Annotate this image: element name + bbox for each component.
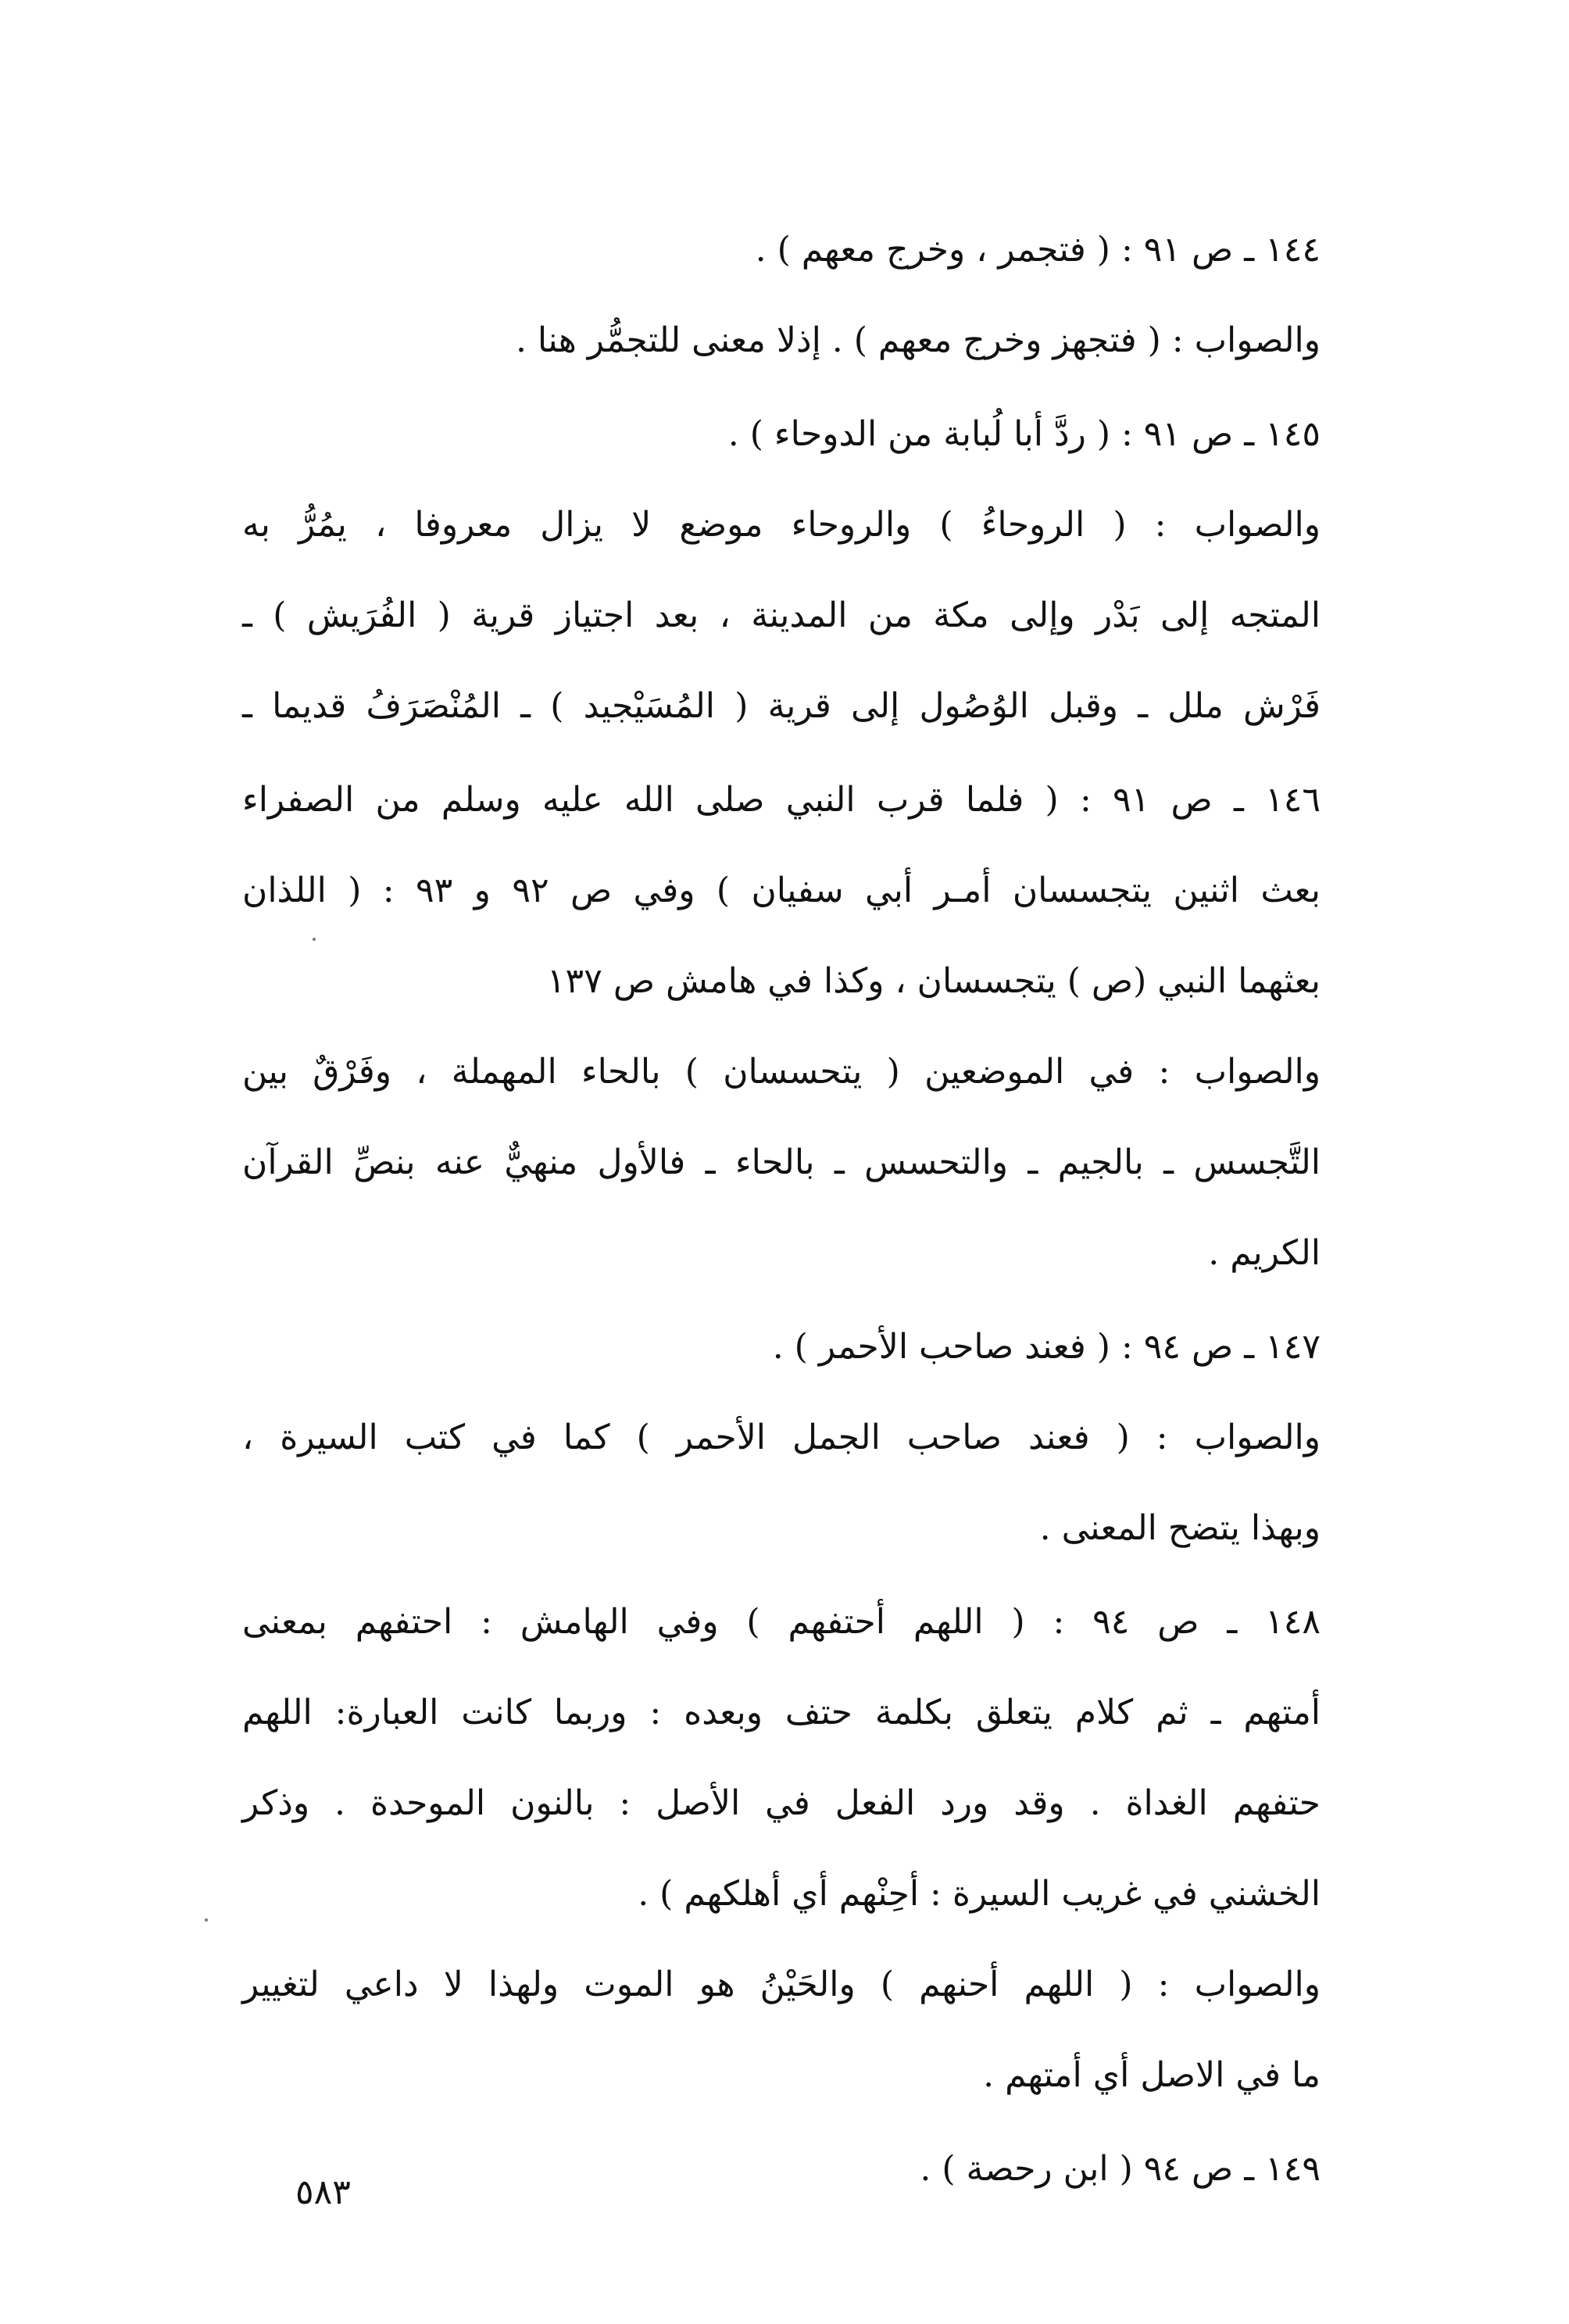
scan-speck	[313, 938, 316, 941]
text-line: حتفهم الغداة . وقد ورد الفعل في الأصل : بالنون الموحدة . وذكر	[242, 1783, 1321, 1823]
text-line: ١٤٤ ـ ص ٩١ : ( فتجمر ، وخرج معهم ) .	[755, 230, 1321, 270]
text-line: الكريم .	[1208, 1233, 1321, 1273]
text-line: بعثهما النبي (ص ) يتجسسان ، وكذا في هامش ص ١٣٧	[546, 961, 1321, 1001]
text-line: ما في الاصل أي أمتهم .	[983, 2055, 1321, 2095]
text-line: المتجه إلى بَدْر وإلى مكة من المدينة ، بعد اجتياز قرية ( الفُرَيش ) ـ	[242, 595, 1321, 635]
entry-146	[242, 755, 1321, 1299]
text-line: أمتهم ـ ثم كلام يتعلق بكلمة حتف وبعده : وربما كانت العبارة: اللهم	[242, 1693, 1321, 1732]
text-line: ١٤٦ ـ ص ٩١ : ( فلما قرب النبي صلى الله عليه وسلم من الصفراء	[242, 780, 1321, 820]
text-line: والصواب : ( اللهم أحنهم ) والحَيْنُ هو الموت ولهذا لا داعي لتغيير	[242, 1965, 1321, 2004]
entry-147	[242, 1302, 1321, 1574]
text-line: بعث اثنين يتجسسان أمـر أبي سفيان ) وفي ص ٩٢ و ٩٣ : ( اللذان	[242, 871, 1321, 910]
text-line: والصواب : ( الروحاءُ ) والروحاء موضع لا يزال معروفا ، يمُرُّ به	[242, 505, 1321, 545]
entry-145	[242, 389, 1321, 752]
text-line: وبهذا يتضح المعنى .	[1039, 1508, 1321, 1548]
text-line: والصواب : في الموضعين ( يتحسسان ) بالحاء المهملة ، وفَرْقٌ بين	[242, 1052, 1321, 1092]
entry-149	[242, 2124, 1321, 2215]
entry-144	[242, 205, 1321, 386]
text-line: ١٤٥ ـ ص ٩١ : ( ردَّ أبا لُبابة من الدوحاء ) .	[727, 414, 1321, 454]
text-line: والصواب : ( فعند صاحب الجمل الأحمر ) كما في كتب السيرة ،	[242, 1418, 1321, 1457]
text-line: التَّجسس ـ بالجيم ـ والتحسس ـ بالحاء ـ فالأول منهيٌّ عنه بنصِّ القرآن	[242, 1142, 1321, 1182]
scan-speck	[205, 1918, 208, 1922]
page-body	[242, 205, 1321, 2215]
entry-148	[242, 1577, 1321, 2121]
text-line: والصواب : ( فتجهز وخرج معهم ) . إذلا معنى للتجمُّر هنا .	[515, 320, 1321, 360]
text-line: ١٤٨ ـ ص ٩٤ : ( اللهم أحتفهم ) وفي الهامش : احتفهم بمعنى	[242, 1602, 1321, 1642]
text-line: فَرْش ملل ـ وقبل الوُصُول إلى قرية ( المُسَيْجيد ) ـ المُنْصَرَفُ قديما ـ	[242, 686, 1321, 726]
text-line: ١٤٧ ـ ص ٩٤ : ( فعند صاحب الأحمر ) .	[772, 1327, 1321, 1367]
page-number: ٥٨٣	[295, 2172, 351, 2212]
text-line: الخشني في غريب السيرة : أحِنْهم أي أهلكهم ) .	[638, 1874, 1321, 1914]
text-line: ١٤٩ ـ ص ٩٤ ( ابن رحصة ) .	[920, 2149, 1321, 2189]
